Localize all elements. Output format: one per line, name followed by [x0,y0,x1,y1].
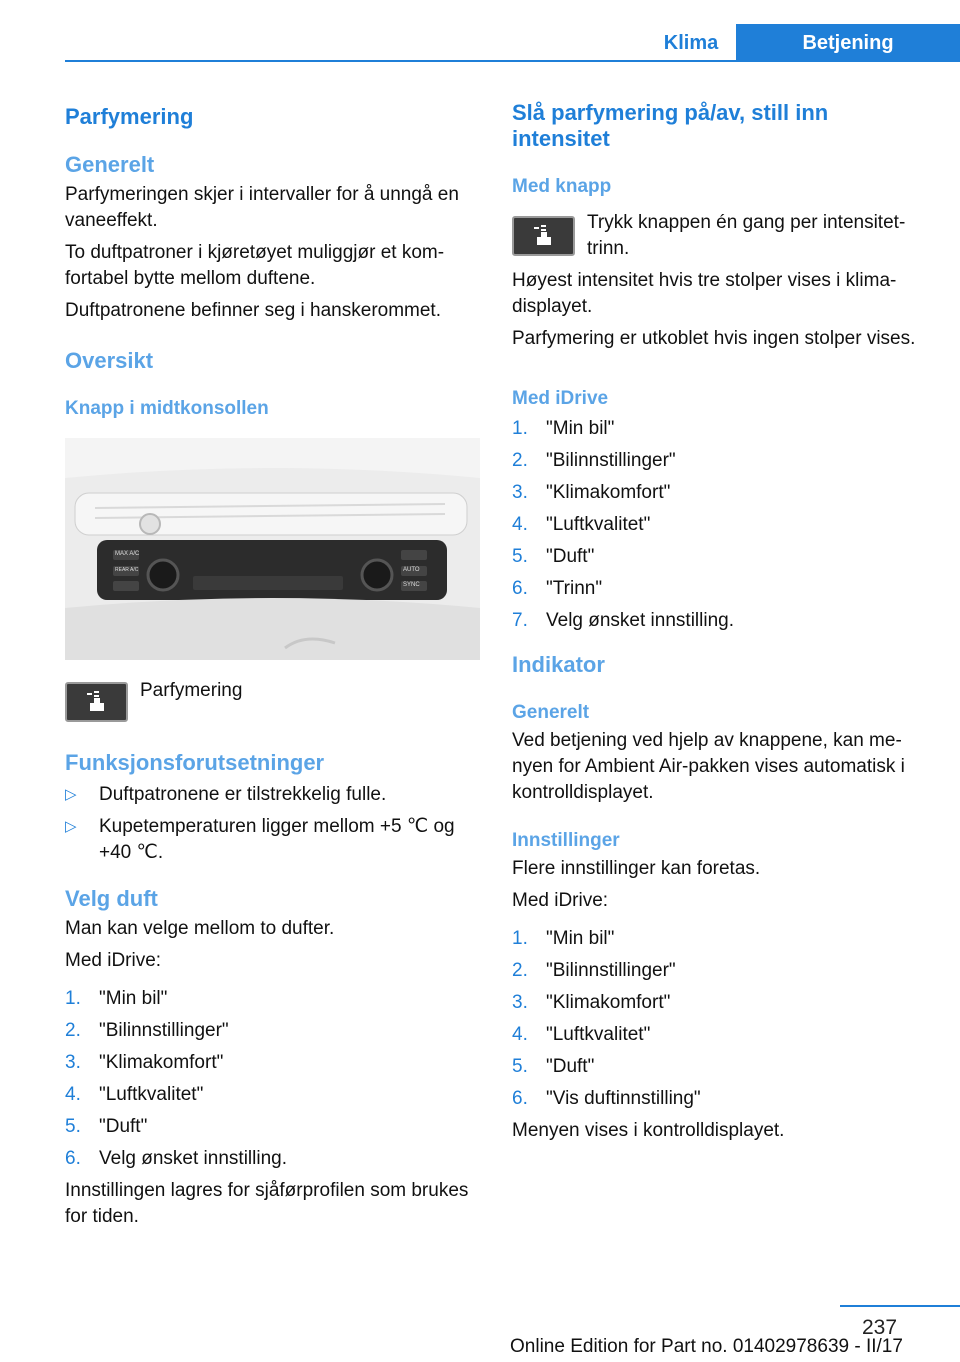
requirements-list [65,782,477,866]
step-text: "Duft" [546,546,595,567]
list-item [512,990,932,1016]
step-text: Velg ønsket innstilling. [546,610,734,631]
button-instruction-row [512,210,932,262]
list-item-text: Duftpatronene er tilstrekkelig fulle. [99,784,387,805]
perfume-button-right [512,216,575,256]
list-item [512,512,932,538]
list-item [65,814,477,866]
center-console-photo [65,438,480,660]
paragraph-innst-2: Med iDrive: [512,890,609,911]
list-item-text: Kupetemperaturen ligger mellom +5 ℃ og +40 ℃. [99,816,455,863]
triangle-right-icon: ▷ [65,786,77,803]
paragraph-generelt-3: Duftpatronene befinner seg i hanskerommet. [65,300,441,321]
steps-innstillinger [512,926,932,1112]
perfume-icon-label: Parfymering [140,680,243,701]
steps-idrive [512,416,932,634]
list-item [512,480,932,506]
paragraph-indikator: Ved betjening ved hjelp av knappene, kan menyen for Ambient Air-pakken vises automatisk i kontrolldisplayet. [512,730,905,803]
left-column [65,100,477,1230]
step-text: "Klimakomfort" [99,1052,224,1073]
step-text: "Trinn" [546,578,603,599]
paragraph-velg-2: Med iDrive: [65,950,162,971]
console-illustration [65,438,480,660]
heading-funksjonsforutsetninger: Funksjonsforutsetninger [65,750,325,775]
header-tabs [646,24,960,62]
paragraph-generelt-2: To duftpatroner i kjøretøyet muliggjør et komfortabel bytte mellom duftene. [65,242,445,289]
list-item [65,1114,477,1140]
step-text: "Vis duftinnstilling" [546,1088,701,1109]
paragraph-generelt-1: Parfymeringen skjer i intervaller for å unngå en vaneeffekt. [65,184,459,231]
list-item [512,958,932,984]
heading-indikator: Indikator [512,652,605,677]
step-text: "Luftkvalitet" [546,1024,651,1045]
label-max-ac: MAX A/C [115,551,140,557]
right-column [512,100,932,1144]
heading-med-idrive: Med iDrive [512,388,609,409]
tab-klima[interactable]: Klima [646,24,736,62]
heading-generelt: Generelt [65,152,155,177]
step-text: "Min bil" [546,418,615,439]
list-item [512,1022,932,1048]
list-item [65,1018,477,1044]
tab-betjening[interactable]: Betjening [736,24,960,62]
heading-innstillinger: Innstillinger [512,830,620,851]
heading-med-knapp: Med knapp [512,176,612,197]
step-number: 4. [512,1024,528,1045]
list-item [512,608,932,634]
list-item [65,782,477,808]
heading-oversikt: Oversikt [65,348,154,373]
step-number: 7. [512,610,528,631]
footer-rule [840,1305,960,1307]
paragraph-menyen: Menyen vises i kontrolldisplayet. [512,1120,785,1141]
paragraph-velg-1: Man kan velge mellom to dufter. [65,918,335,939]
step-text: "Min bil" [546,928,615,949]
step-number: 3. [512,482,528,503]
heading-slaa-parfymering: Slå parfymering på/av, still inn intensitet [512,100,829,151]
paragraph-lagres: Innstillingen lagres for sjåførprofilen som brukes for tiden. [65,1180,469,1227]
label-rear-ac: REAR A/C [115,567,139,573]
step-text: "Duft" [99,1116,148,1137]
step-text: "Luftkvalitet" [546,514,651,535]
paragraph-hoyest: Høyest intensitet hvis tre stolper vises i klimadisplayet. [512,270,897,317]
list-item [512,926,932,952]
triangle-right-icon: ▷ [65,818,77,835]
paragraph-trykk-knappen: Trykk knappen én gang per intensitettrinn. [587,212,906,259]
footer-edition: Online Edition for Part no. 01402978639 - II/17 [510,1336,903,1357]
heading-velg-duft: Velg duft [65,886,158,911]
perfume-icon-row [65,682,477,722]
heading-generelt-right: Generelt [512,702,590,723]
label-auto: AUTO [403,567,420,573]
heading-parfymering: Parfymering [65,104,194,129]
list-item [512,416,932,442]
heading-knapp: Knapp i midtkonsollen [65,398,269,419]
step-text: "Min bil" [99,988,168,1009]
paragraph-utkoblet: Parfymering er utkoblet hvis ingen stolper vises. [512,328,916,349]
step-number: 5. [65,1116,81,1137]
perfume-icon [530,225,558,247]
step-number: 1. [65,988,81,1009]
step-number: 4. [512,514,528,535]
step-number: 1. [512,418,528,439]
page-number: 237 [862,1316,898,1339]
step-number: 5. [512,1056,528,1077]
step-number: 2. [512,450,528,471]
paragraph-innst-1: Flere innstillinger kan foretas. [512,858,761,879]
step-text: "Luftkvalitet" [99,1084,204,1105]
step-number: 6. [512,578,528,599]
list-item [65,1146,477,1172]
list-item [512,1086,932,1112]
step-text: Velg ønsket innstilling. [99,1148,287,1169]
list-item [65,986,477,1012]
step-number: 3. [65,1052,81,1073]
list-item [65,1050,477,1076]
step-text: "Bilinnstillinger" [546,960,676,981]
step-text: "Klimakomfort" [546,482,671,503]
step-number: 6. [512,1088,528,1109]
step-number: 2. [512,960,528,981]
steps-velg-duft [65,986,477,1172]
perfume-icon [83,691,111,713]
step-text: "Klimakomfort" [546,992,671,1013]
step-text: "Bilinnstillinger" [99,1020,229,1041]
list-item [512,576,932,602]
step-number: 2. [65,1020,81,1041]
step-number: 6. [65,1148,81,1169]
perfume-button [65,682,128,722]
step-number: 5. [512,546,528,567]
step-number: 4. [65,1084,81,1105]
list-item [65,1082,477,1108]
list-item [512,448,932,474]
list-item [512,544,932,570]
header-rule [65,60,960,62]
step-text: "Bilinnstillinger" [546,450,676,471]
label-sync: SYNC [403,582,420,588]
step-text: "Duft" [546,1056,595,1077]
step-number: 3. [512,992,528,1013]
step-number: 1. [512,928,528,949]
list-item [512,1054,932,1080]
